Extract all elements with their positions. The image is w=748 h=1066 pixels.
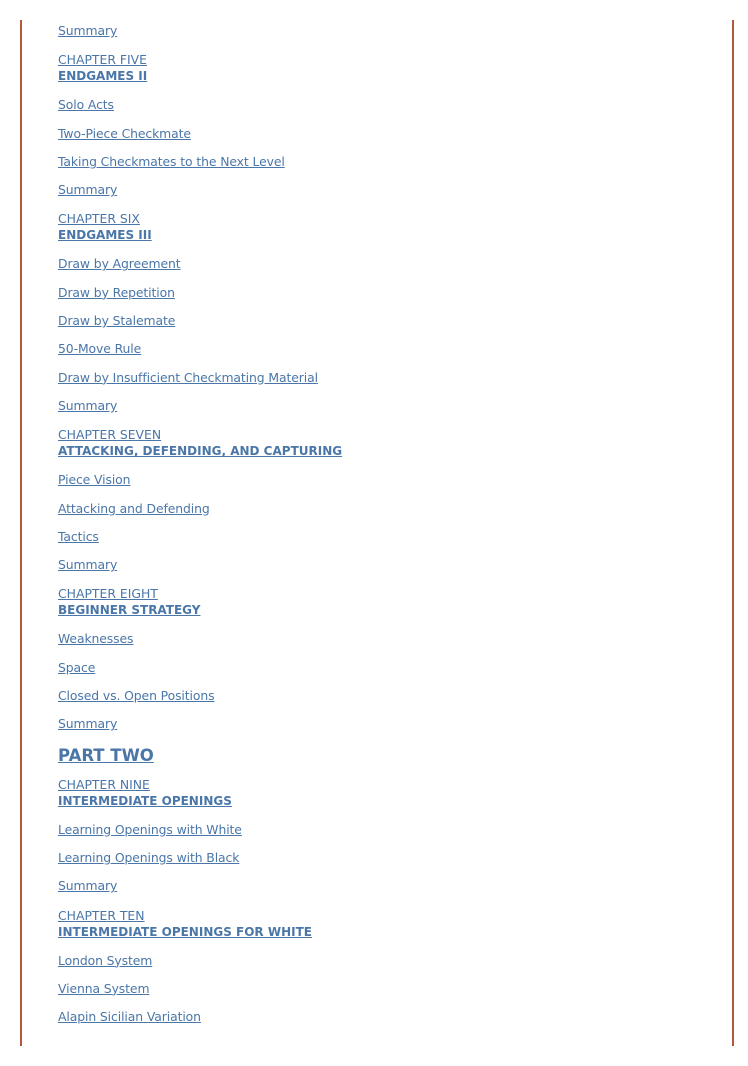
toc-link[interactable]: Space: [58, 659, 96, 675]
chapter-eight: [58, 585, 712, 619]
chapter-number-link[interactable]: CHAPTER NINE: [58, 776, 150, 792]
table-of-contents: [58, 20, 712, 1037]
toc-link[interactable]: Piece Vision: [58, 472, 131, 488]
toc-link[interactable]: Alapin Sicilian Variation: [58, 1009, 201, 1025]
chapter-title-link[interactable]: INTERMEDIATE OPENINGS: [58, 793, 232, 808]
chapter-ten: [58, 907, 712, 941]
toc-link[interactable]: Learning Openings with White: [58, 821, 242, 837]
chapter-number-link[interactable]: CHAPTER TEN: [58, 907, 145, 923]
part-two-link[interactable]: PART TWO: [58, 745, 154, 765]
toc-link[interactable]: Attacking and Defending: [58, 500, 210, 516]
chapter-number-link[interactable]: CHAPTER SEVEN: [58, 427, 162, 443]
toc-link-summary[interactable]: Summary: [58, 182, 118, 198]
chapter-number-link[interactable]: CHAPTER SIX: [58, 211, 140, 227]
toc-link-summary[interactable]: Summary: [58, 716, 118, 732]
chapter-nine: [58, 776, 712, 810]
toc-link-summary[interactable]: Summary: [58, 878, 118, 894]
toc-link[interactable]: Closed vs. Open Positions: [58, 688, 215, 704]
toc-link[interactable]: London System: [58, 952, 153, 968]
toc-link[interactable]: Solo Acts: [58, 97, 114, 113]
chapter-six: [58, 210, 712, 244]
toc-link[interactable]: Tactics: [58, 528, 99, 544]
chapter-title-link[interactable]: INTERMEDIATE OPENINGS FOR WHITE: [58, 924, 312, 939]
chapter-number-link[interactable]: CHAPTER FIVE: [58, 52, 147, 68]
chapter-five: [58, 51, 712, 85]
chapter-title-link[interactable]: ENDGAMES III: [58, 228, 152, 243]
toc-link[interactable]: 50-Move Rule: [58, 341, 142, 357]
toc-link[interactable]: Draw by Agreement: [58, 256, 181, 272]
toc-link[interactable]: Vienna System: [58, 980, 150, 996]
chapter-title-link[interactable]: ATTACKING, DEFENDING, AND CAPTURING: [58, 444, 343, 459]
toc-link-summary[interactable]: Summary: [58, 397, 118, 413]
toc-link[interactable]: Draw by Stalemate: [58, 313, 176, 329]
chapter-seven: [58, 426, 712, 460]
toc-link[interactable]: Learning Openings with Black: [58, 849, 240, 865]
chapter-number-link[interactable]: CHAPTER EIGHT: [58, 586, 158, 602]
toc-link[interactable]: Draw by Insufficient Checkmating Material: [58, 369, 318, 385]
toc-link[interactable]: Weaknesses: [58, 631, 134, 647]
chapter-title-link[interactable]: ENDGAMES II: [58, 69, 148, 84]
page-frame: [20, 20, 734, 1046]
toc-link[interactable]: Two-Piece Checkmate: [58, 125, 191, 141]
chapter-title-link[interactable]: BEGINNER STRATEGY: [58, 603, 201, 618]
toc-link-summary[interactable]: Summary: [58, 557, 118, 573]
toc-link-summary[interactable]: Summary: [58, 23, 118, 38]
toc-link[interactable]: Draw by Repetition: [58, 284, 175, 300]
toc-link[interactable]: Taking Checkmates to the Next Level: [58, 153, 285, 169]
